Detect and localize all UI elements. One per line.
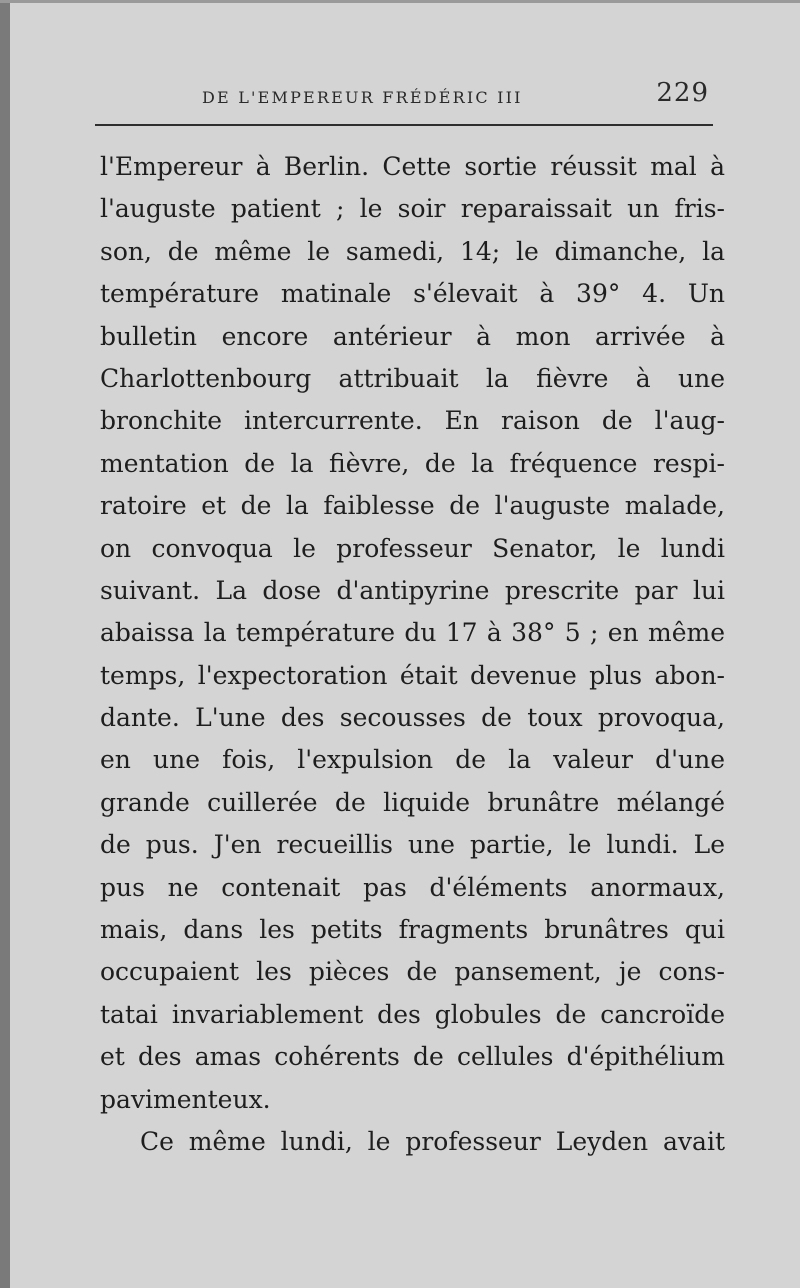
text-line: abaissa la température du 17 à 38° 5 ; en même	[100, 618, 725, 648]
text-line: en une fois, l'expulsion de la valeur d'une	[100, 745, 725, 775]
text-line: mentation de la fièvre, de la fréquence respi-	[100, 448, 725, 478]
text-line: son, de même le samedi, 14; le dimanche, la	[100, 236, 725, 266]
text-line: Charlottenbourg attribuait la fièvre à une	[100, 363, 725, 393]
text-line: ratoire et de la faiblesse de l'auguste malade,	[100, 491, 725, 521]
text-line: grande cuillerée de liquide brunâtre mélangé	[100, 787, 725, 817]
text-line: l'Empereur à Berlin. Cette sortie réussit mal à	[100, 152, 725, 181]
text-line: dante. L'une des secousses de toux provoqua,	[100, 703, 725, 733]
text-line: température matinale s'élevait à 39° 4. Un	[100, 279, 725, 309]
text-line: mais, dans les petits fragments brunâtres qui	[100, 915, 725, 945]
text-line: occupaient les pièces de pansement, je cons-	[100, 957, 725, 987]
text-line: l'auguste patient ; le soir reparaissait un fris-	[100, 194, 725, 224]
page-number: 229	[656, 78, 709, 108]
text-line: de pus. J'en recueillis une partie, le lundi. Le	[100, 830, 725, 860]
body-text	[100, 146, 725, 1163]
paragraph-end-line: pavimenteux.	[100, 1084, 271, 1114]
text-line: bulletin encore antérieur à mon arrivée à	[100, 321, 725, 351]
text-line: on convoqua le professeur Senator, le lundi	[100, 533, 725, 563]
header-rule	[95, 124, 713, 126]
text-line: pus ne contenait pas d'éléments anormaux,	[100, 872, 725, 902]
running-head	[95, 78, 713, 118]
paragraph-start-line: Ce même lundi, le professeur Leyden avait	[140, 1126, 725, 1156]
text-line: suivant. La dose d'antipyrine prescrite par lui	[100, 575, 725, 605]
text-line: et des amas cohérents de cellules d'épithélium	[100, 1042, 725, 1072]
page-edge-shadow	[0, 0, 10, 1288]
running-title: DE L'EMPEREUR FRÉDÉRIC III	[202, 88, 523, 107]
text-line: tatai invariablement des globules de cancroïde	[100, 999, 725, 1029]
text-line: bronchite intercurrente. En raison de l'aug-	[100, 406, 725, 436]
text-line: temps, l'expectoration était devenue plus abon-	[100, 660, 725, 690]
page-top-edge	[0, 0, 800, 3]
